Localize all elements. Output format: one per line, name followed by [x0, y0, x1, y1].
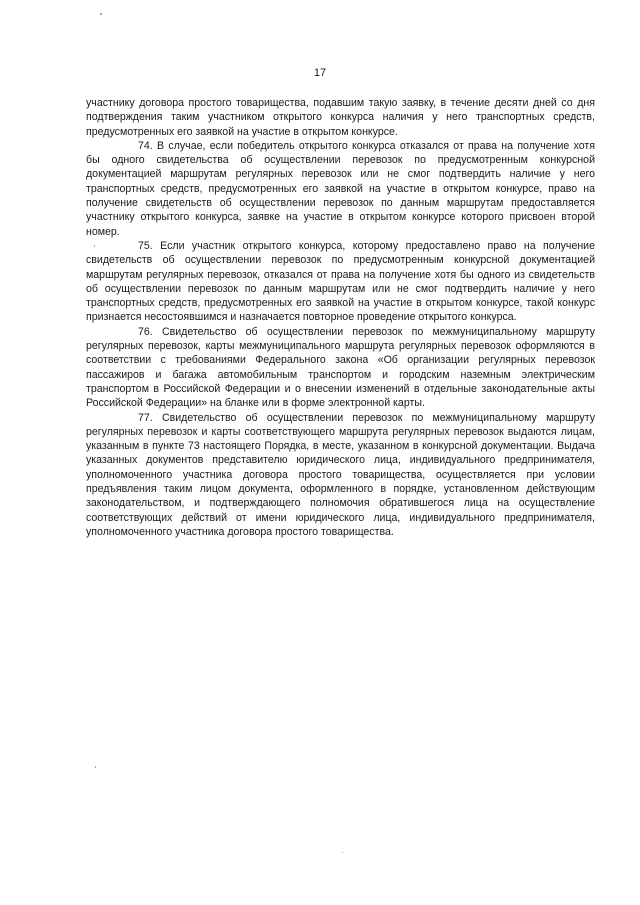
- paragraph-75: 75. Если участник открытого конкурса, которому предоставлено право на получение свидетельств об осуществлении перевозок по предусмотренным конкурсной документацией маршрутам регулярных перевозок, отказался от права на получение хотя бы одного из свидетельств об осуществлении перевозок по данным маршрутам или не смог подтвердить наличие у него транспортных средств, предусмотренных его заявкой на участие в открытом конкурсе, такой конкурс признается несостоявшимся и назначается повторное проведение открытого конкурса.: [86, 239, 595, 324]
- page-number: 17: [313, 67, 327, 79]
- document-body: [86, 96, 595, 539]
- paragraph-76: 76. Свидетельство об осуществлении перевозок по межмуниципальному маршруту регулярных перевозок, карты межмуниципального маршрута регулярных перевозок оформляются в соответствии с требованиями Федерального закона «Об организации регулярных перевозок пассажиров и багажа автомобильным транспортом и городским наземным электрическим транспортом в Российской Федерации и о внесении изменений в отдельные законодательные акты Российской Федерации» на бланке или в форме электронной карты.: [86, 325, 595, 410]
- paragraph-77: 77. Свидетельство об осуществлении перевозок по межмуниципальному маршруту регулярных перевозок и карты соответствующего маршрута регулярных перевозок выдаются лицам, указанным в пункте 73 настоящего Порядка, в месте, указанном в конкурсной документации. Выдача указанных документов представителю юридического лица, индивидуального предпринимателя, уполномоченного участника договора простого товарищества, осуществляется при условии предъявления таким лицом документа, оформленного в порядке, установленном действующим законодательством, и подтверждающего полномочия обратившегося лица на осуществление соответствующих действий от имени юридического лица, индивидуального предпринимателя, уполномоченного участника договора простого товарищества.: [86, 411, 595, 538]
- scan-speck: [342, 852, 343, 853]
- scan-speck: [95, 766, 96, 768]
- paragraph-continuation: участнику договора простого товарищества, подавшим такую заявку, в течение десяти дней со дня подтверждения таким участником открытого конкурса наличия у него транспортных средств, предусмотренных его заявкой на участие в открытом конкурсе.: [86, 97, 595, 138]
- paragraph-74: 74. В случае, если победитель открытого конкурса отказался от права на получение хотя бы одного свидетельства об осуществлении перевозок по предусмотренным конкурсной документацией маршрутам регулярных перевозок или не смог подтвердить наличие у него транспортных средств, предусмотренных его заявкой на участие в открытом конкурсе, право на получение свидетельств об осуществлении перевозок по данным маршрутам предоставляется участнику открытого конкурса, заявке на участие в открытом конкурсе которого присвоен второй номер.: [86, 139, 595, 238]
- scan-speck: [100, 13, 102, 15]
